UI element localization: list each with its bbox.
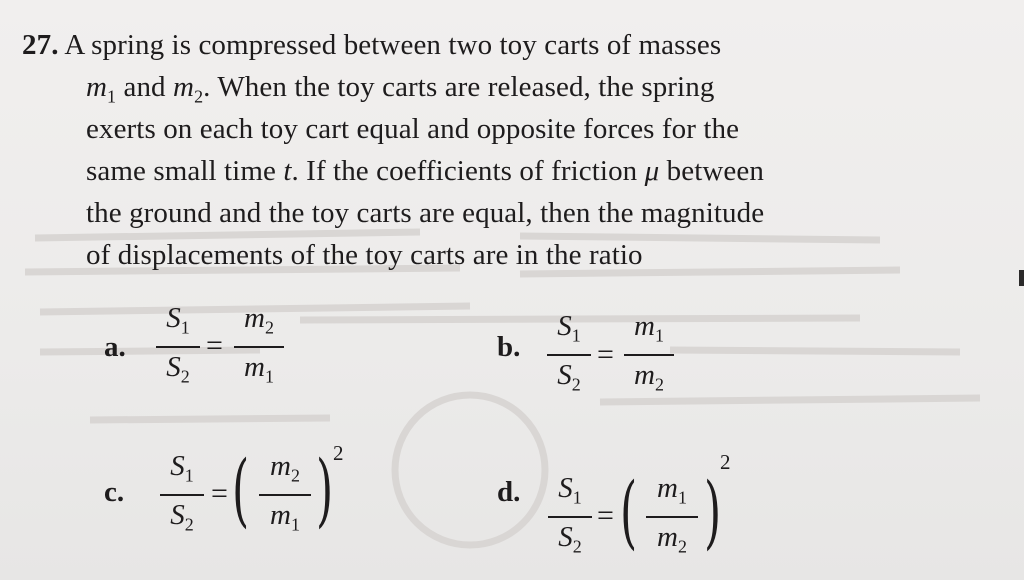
sub: 1 (654, 325, 664, 346)
question-text-4c: between (659, 155, 764, 187)
question-text-6: of displacements of the toy carts are in the ratio (86, 239, 643, 271)
sub: 2 (677, 536, 687, 557)
option-label: d. (497, 476, 521, 508)
fraction-bar (646, 516, 698, 518)
var-s: S (166, 302, 181, 334)
question-line-1 (22, 31, 721, 60)
equals-sign: = (211, 477, 228, 510)
left-paren: ( (232, 443, 250, 536)
var-m2: m (173, 71, 195, 103)
var-m1: m (86, 71, 108, 103)
fraction-s1-s2 (160, 452, 204, 540)
sub: 1 (264, 366, 274, 387)
fraction-bar (160, 494, 204, 496)
sub: 2 (290, 465, 300, 486)
sub: 2 (654, 374, 664, 395)
question-text-5: the ground and the toy carts are equal, then the magnitude (86, 197, 765, 229)
fraction-bar (547, 354, 591, 356)
question-text-4a: same small time (86, 155, 284, 187)
sub-2: 2 (194, 86, 204, 107)
question-text-4b: . If the coefficients of friction (291, 155, 645, 187)
sub: 1 (677, 487, 687, 508)
exponent: 2 (720, 450, 731, 474)
right-paren: ) (704, 465, 722, 558)
question-line-4 (86, 157, 764, 186)
var-m: m (634, 359, 655, 392)
option-label: a. (104, 331, 126, 363)
fraction-bar (234, 346, 284, 348)
sub: 2 (180, 366, 190, 387)
fraction-m2-m1 (234, 304, 284, 392)
sub-1: 1 (107, 86, 117, 107)
question-text-3: exerts on each toy cart equal and opposite forces for the (86, 113, 740, 145)
var-t: t (283, 155, 292, 187)
var-mu: μ (644, 155, 660, 187)
var-s: S (170, 450, 185, 482)
sub: 2 (571, 374, 581, 395)
question-line-6 (86, 241, 643, 270)
option-label: c. (104, 476, 125, 508)
sub: 1 (184, 465, 194, 486)
right-paren: ) (316, 443, 334, 536)
fraction-bar (548, 516, 592, 518)
var-m: m (270, 450, 291, 482)
page-edge-mark (1019, 270, 1024, 286)
word-and: and (116, 71, 174, 103)
question-number: 27. (22, 29, 59, 61)
var-s: S (170, 499, 185, 532)
left-paren: ( (620, 465, 638, 558)
fraction-m2-m1 (259, 452, 311, 540)
equals-sign: = (206, 329, 223, 362)
question-line-3 (86, 115, 739, 144)
sub: 2 (264, 317, 274, 338)
fraction-s1-s2 (547, 312, 591, 400)
sub: 1 (571, 325, 581, 346)
fraction-bar (156, 346, 200, 348)
var-s: S (557, 310, 572, 342)
sub: 2 (572, 536, 582, 557)
var-m: m (270, 499, 291, 532)
sub: 2 (184, 514, 194, 535)
fraction-m1-m2 (646, 474, 698, 562)
var-m: m (634, 310, 655, 342)
option-label: b. (497, 331, 521, 363)
fraction-s1-s2 (156, 304, 200, 392)
exponent: 2 (333, 441, 344, 465)
var-m: m (657, 521, 678, 554)
var-m: m (244, 351, 265, 384)
fraction-s1-s2 (548, 474, 592, 562)
fraction-bar (624, 354, 674, 356)
var-m: m (244, 302, 265, 334)
sub: 1 (290, 514, 300, 535)
question-text-1: A spring is compressed between two toy carts of masses (64, 29, 722, 61)
var-m: m (657, 472, 678, 504)
sub: 1 (180, 317, 190, 338)
var-s: S (558, 521, 573, 554)
question-line-5 (86, 199, 764, 228)
question-text-2: . When the toy carts are released, the spring (203, 71, 715, 103)
var-s: S (558, 472, 573, 504)
fraction-m1-m2 (624, 312, 674, 400)
var-s: S (557, 359, 572, 392)
fraction-bar (259, 494, 311, 496)
question-line-2 (86, 73, 714, 111)
sub: 1 (572, 487, 582, 508)
var-s: S (166, 351, 181, 384)
equals-sign: = (597, 499, 614, 532)
equals-sign: = (597, 338, 614, 371)
